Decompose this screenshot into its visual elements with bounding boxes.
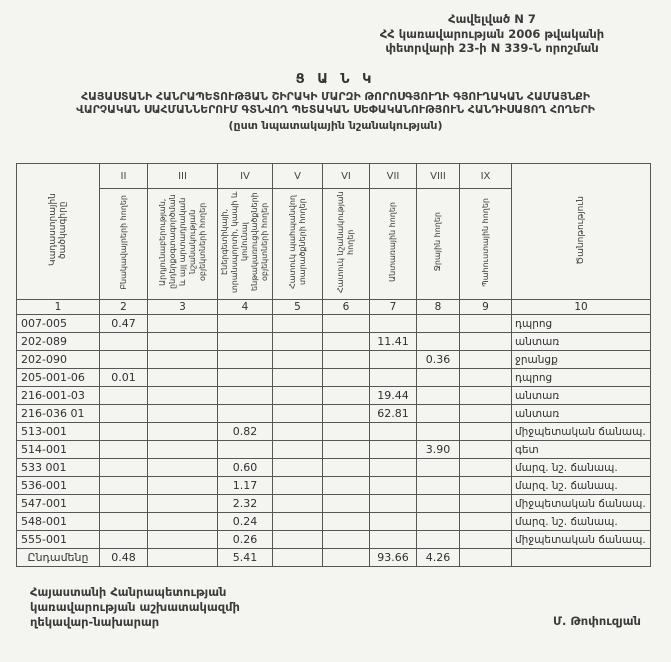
cell-value <box>148 351 218 369</box>
cell-value: 0.82 <box>218 423 273 441</box>
signatory-title-block <box>30 585 240 630</box>
header-cell-protected-lands <box>273 189 323 300</box>
table-row <box>17 441 651 459</box>
cell-value <box>323 387 370 405</box>
cell-value: 2.32 <box>218 495 273 513</box>
cell-value <box>417 315 460 333</box>
cell-value <box>218 441 273 459</box>
cell-cadastral-code: 216-036 01 <box>17 405 100 423</box>
cell-value <box>460 477 512 495</box>
cell-note <box>512 549 651 567</box>
cell-value <box>148 441 218 459</box>
cell-value <box>370 477 417 495</box>
cell-value <box>417 423 460 441</box>
cell-cadastral-code: 202-089 <box>17 333 100 351</box>
table-row <box>17 477 651 495</box>
cell-cadastral-code: 216-001-03 <box>17 387 100 405</box>
cell-cadastral-code: 513-001 <box>17 423 100 441</box>
cell-cadastral-code: 202-090 <box>17 351 100 369</box>
cell-value <box>460 459 512 477</box>
cell-value <box>273 477 323 495</box>
header-cell-forest-lands <box>370 189 417 300</box>
cell-cadastral-code: 533 001 <box>17 459 100 477</box>
cell-cadastral-code: 514-001 <box>17 441 100 459</box>
cell-note: անտառ <box>512 405 651 423</box>
col-number-2: 2 <box>100 300 148 315</box>
cell-value <box>273 495 323 513</box>
header-label-infrastructure-lands: Էներգետիկայի, տրանսպորտի, կապի և կոմունալ ենթակառուցվածքների օբյեկտների հողեր <box>220 191 269 293</box>
cell-value <box>273 387 323 405</box>
cell-value <box>460 549 512 567</box>
cell-value <box>323 441 370 459</box>
cell-value <box>323 315 370 333</box>
roman-VI: VI <box>323 164 370 189</box>
cell-value <box>323 423 370 441</box>
cell-cadastral-code: 007-005 <box>17 315 100 333</box>
table-row <box>17 351 651 369</box>
signatory-name: Մ. Թոփուզյան <box>553 614 641 628</box>
cell-note: մարզ. նշ. ճանապ. <box>512 513 651 531</box>
cell-value: 0.47 <box>100 315 148 333</box>
cell-value <box>417 495 460 513</box>
cell-value <box>148 477 218 495</box>
header-label-special-lands: Հատուկ նշանակության հողեր <box>336 191 355 293</box>
cell-value <box>323 477 370 495</box>
cell-value: 0.24 <box>218 513 273 531</box>
cell-value <box>218 351 273 369</box>
cell-cadastral-code: 548-001 <box>17 513 100 531</box>
col-number-8: 8 <box>417 300 460 315</box>
cell-value <box>273 531 323 549</box>
cell-value <box>460 441 512 459</box>
signatory-line-2: կառավարության աշխատակազմի <box>30 600 240 614</box>
col-number-9: 9 <box>460 300 512 315</box>
cell-value: 19.44 <box>370 387 417 405</box>
col-number-7: 7 <box>370 300 417 315</box>
cell-value <box>273 405 323 423</box>
cell-value <box>100 333 148 351</box>
cell-value <box>417 333 460 351</box>
cell-value <box>323 351 370 369</box>
cell-note: դպրոց <box>512 369 651 387</box>
cell-value <box>370 531 417 549</box>
cell-value <box>218 387 273 405</box>
cell-value <box>460 369 512 387</box>
table-row <box>17 405 651 423</box>
cell-value: 62.81 <box>370 405 417 423</box>
cell-value <box>370 441 417 459</box>
header-cell-note <box>512 164 651 300</box>
page-subtitle-2: ՎԱՐՉԱԿԱՆ ՍԱՀՄԱՆՆԵՐՈՒՄ ԳՏՆՎՈՂ ՊԵՏԱԿԱՆ ՍԵՓԱԿԱՆՈՒԹՅՈՒՆ ՀԱՆԴԻՍԱՑՈՂ ՀՈՂԵՐԻ <box>76 103 595 116</box>
cell-value: 0.48 <box>100 549 148 567</box>
cell-value <box>273 549 323 567</box>
roman-II: II <box>100 164 148 189</box>
header-cell-infrastructure-lands <box>218 189 273 300</box>
cell-value <box>148 387 218 405</box>
table-row <box>17 495 651 513</box>
cell-value <box>148 531 218 549</box>
cell-value <box>460 351 512 369</box>
cell-value <box>218 405 273 423</box>
roman-VII: VII <box>370 164 417 189</box>
cell-value <box>370 495 417 513</box>
cell-value <box>273 441 323 459</box>
cell-value <box>370 459 417 477</box>
cell-value <box>100 441 148 459</box>
roman-IX: IX <box>460 164 512 189</box>
cell-value <box>218 369 273 387</box>
table-row <box>17 423 651 441</box>
header-cell-cadastral-code <box>17 164 100 300</box>
roman-IV: IV <box>218 164 273 189</box>
cell-value <box>417 531 460 549</box>
col-number-6: 6 <box>323 300 370 315</box>
cell-value <box>148 513 218 531</box>
roman-V: V <box>273 164 323 189</box>
cell-value: 0.36 <box>417 351 460 369</box>
cell-value <box>460 315 512 333</box>
cell-value <box>273 351 323 369</box>
table-row <box>17 333 651 351</box>
cell-value <box>100 387 148 405</box>
table-row <box>17 459 651 477</box>
table-row <box>17 315 651 333</box>
col-number-3: 3 <box>148 300 218 315</box>
cell-value <box>148 369 218 387</box>
cell-value <box>148 315 218 333</box>
cell-value <box>370 513 417 531</box>
cell-value <box>273 423 323 441</box>
cell-note: միջպետական ճանապ. <box>512 495 651 513</box>
cell-value <box>148 495 218 513</box>
cell-value <box>100 351 148 369</box>
cell-value <box>370 369 417 387</box>
header-label-industrial-lands: Արդյունաբերության, ընդերքօգտագործման և այլ արտադրական նշանակության օբյեկտների հողեր <box>157 194 207 290</box>
cell-value <box>273 459 323 477</box>
cell-cadastral-code: 555-001 <box>17 531 100 549</box>
cell-value <box>100 531 148 549</box>
cell-value: 4.26 <box>417 549 460 567</box>
cell-value <box>148 333 218 351</box>
cell-value <box>273 513 323 531</box>
header-cell-special-lands <box>323 189 370 300</box>
header-cell-settlement-lands <box>100 189 148 300</box>
col-number-1: 1 <box>17 300 100 315</box>
header-label-protected-lands: Հատուկ պահպանվող տարածքների հողեր <box>287 195 307 289</box>
cell-value: 93.66 <box>370 549 417 567</box>
page-title: Ց Ա Ն Կ <box>295 72 376 87</box>
cell-note: անտառ <box>512 333 651 351</box>
cell-value <box>148 423 218 441</box>
cell-value: 5.41 <box>218 549 273 567</box>
table-head <box>17 164 651 315</box>
cell-value <box>370 315 417 333</box>
cell-cadastral-code: 547-001 <box>17 495 100 513</box>
cell-value <box>460 495 512 513</box>
cell-value: 1.17 <box>218 477 273 495</box>
cell-value <box>100 459 148 477</box>
cell-value <box>370 351 417 369</box>
header-label-note: Ծանոթություն <box>576 195 586 265</box>
cell-value <box>100 477 148 495</box>
cell-value <box>273 369 323 387</box>
cell-note: միջպետական ճանապ. <box>512 423 651 441</box>
cell-note: գետ <box>512 441 651 459</box>
cell-value <box>323 369 370 387</box>
cell-value <box>417 387 460 405</box>
cell-value <box>100 423 148 441</box>
annex-line-1: Հավելված N 7 <box>448 12 536 26</box>
header-label-water-lands: Ջրային հողեր <box>433 212 442 272</box>
cell-value <box>273 333 323 351</box>
cell-value: 0.01 <box>100 369 148 387</box>
header-cell-water-lands <box>417 189 460 300</box>
cell-note: անտառ <box>512 387 651 405</box>
col-number-10: 10 <box>512 300 651 315</box>
cell-value <box>148 459 218 477</box>
cell-value <box>323 459 370 477</box>
cell-value <box>218 333 273 351</box>
signatory-line-3: ղեկավար-նախարար <box>30 615 160 629</box>
signatory-line-1: Հայաստանի Հանրապետության <box>30 585 227 599</box>
cell-value <box>323 333 370 351</box>
table-body <box>17 315 651 567</box>
cell-value <box>417 369 460 387</box>
table-row <box>17 387 651 405</box>
cell-note: դպրոց <box>512 315 651 333</box>
cell-value <box>460 387 512 405</box>
page-subtitle-1: ՀԱՅԱՍՏԱՆԻ ՀԱՆՐԱՊԵՏՈՒԹՅԱՆ ՇԻՐԱԿԻ ՄԱՐԶԻ ԹՈՐՈՍԳՅՈՒՂԻ ԳՅՈՒՂԱԿԱՆ ՀԱՄԱՅՆՔԻ <box>81 90 590 103</box>
cell-value: 3.90 <box>417 441 460 459</box>
roman-III: III <box>148 164 218 189</box>
table-row <box>17 369 651 387</box>
column-number-row <box>17 300 651 315</box>
header-cell-reserve-lands <box>460 189 512 300</box>
cell-value <box>273 315 323 333</box>
col-number-5: 5 <box>273 300 323 315</box>
cell-value <box>148 405 218 423</box>
cell-value <box>100 495 148 513</box>
table-row <box>17 531 651 549</box>
header-label-reserve-lands: Պահուստային հողեր <box>480 197 490 287</box>
cell-value <box>323 405 370 423</box>
cell-value: 11.41 <box>370 333 417 351</box>
cell-value <box>417 477 460 495</box>
cell-value <box>417 459 460 477</box>
cell-value <box>417 405 460 423</box>
cell-total-label: Ընդամենը <box>17 549 100 567</box>
cell-value <box>370 423 417 441</box>
cell-value <box>460 405 512 423</box>
header-cell-industrial-lands <box>148 189 218 300</box>
cell-value: 0.60 <box>218 459 273 477</box>
cell-value <box>218 315 273 333</box>
cell-value <box>323 549 370 567</box>
cell-value: 0.26 <box>218 531 273 549</box>
cell-note: ջրանցք <box>512 351 651 369</box>
cell-note: միջպետական ճանապ. <box>512 531 651 549</box>
cell-value <box>460 513 512 531</box>
cell-value <box>323 495 370 513</box>
roman-numeral-row <box>17 164 651 189</box>
cell-value <box>460 531 512 549</box>
land-categories-table <box>16 163 651 567</box>
col-number-4: 4 <box>218 300 273 315</box>
cell-cadastral-code: 536-001 <box>17 477 100 495</box>
cell-value <box>100 513 148 531</box>
cell-value <box>460 423 512 441</box>
cell-value <box>323 513 370 531</box>
cell-note: մարզ. նշ. ճանապ. <box>512 459 651 477</box>
cell-cadastral-code: 205-001-06 <box>17 369 100 387</box>
header-label-settlement-lands: Բնակավայրերի հողեր <box>118 194 128 290</box>
annex-line-3: փետրվարի 23-ի N 339-Ն որոշման <box>385 41 599 55</box>
cell-value <box>100 405 148 423</box>
total-row <box>17 549 651 567</box>
cell-value <box>148 549 218 567</box>
cell-value <box>417 513 460 531</box>
cell-value <box>323 531 370 549</box>
page-subtitle-3: (ըստ նպատակային նշանակության) <box>228 119 443 132</box>
cell-value <box>460 333 512 351</box>
header-label-cadastral-code: Կադաստրային ծածկագիրը <box>48 193 68 267</box>
header-label-forest-lands: Անտառային հողեր <box>388 202 397 282</box>
cell-note: մարզ. նշ. ճանապ. <box>512 477 651 495</box>
table-row <box>17 513 651 531</box>
roman-VIII: VIII <box>417 164 460 189</box>
annex-line-2: ՀՀ կառավարության 2006 թվականի <box>379 26 605 41</box>
annex-reference-block <box>320 12 664 56</box>
